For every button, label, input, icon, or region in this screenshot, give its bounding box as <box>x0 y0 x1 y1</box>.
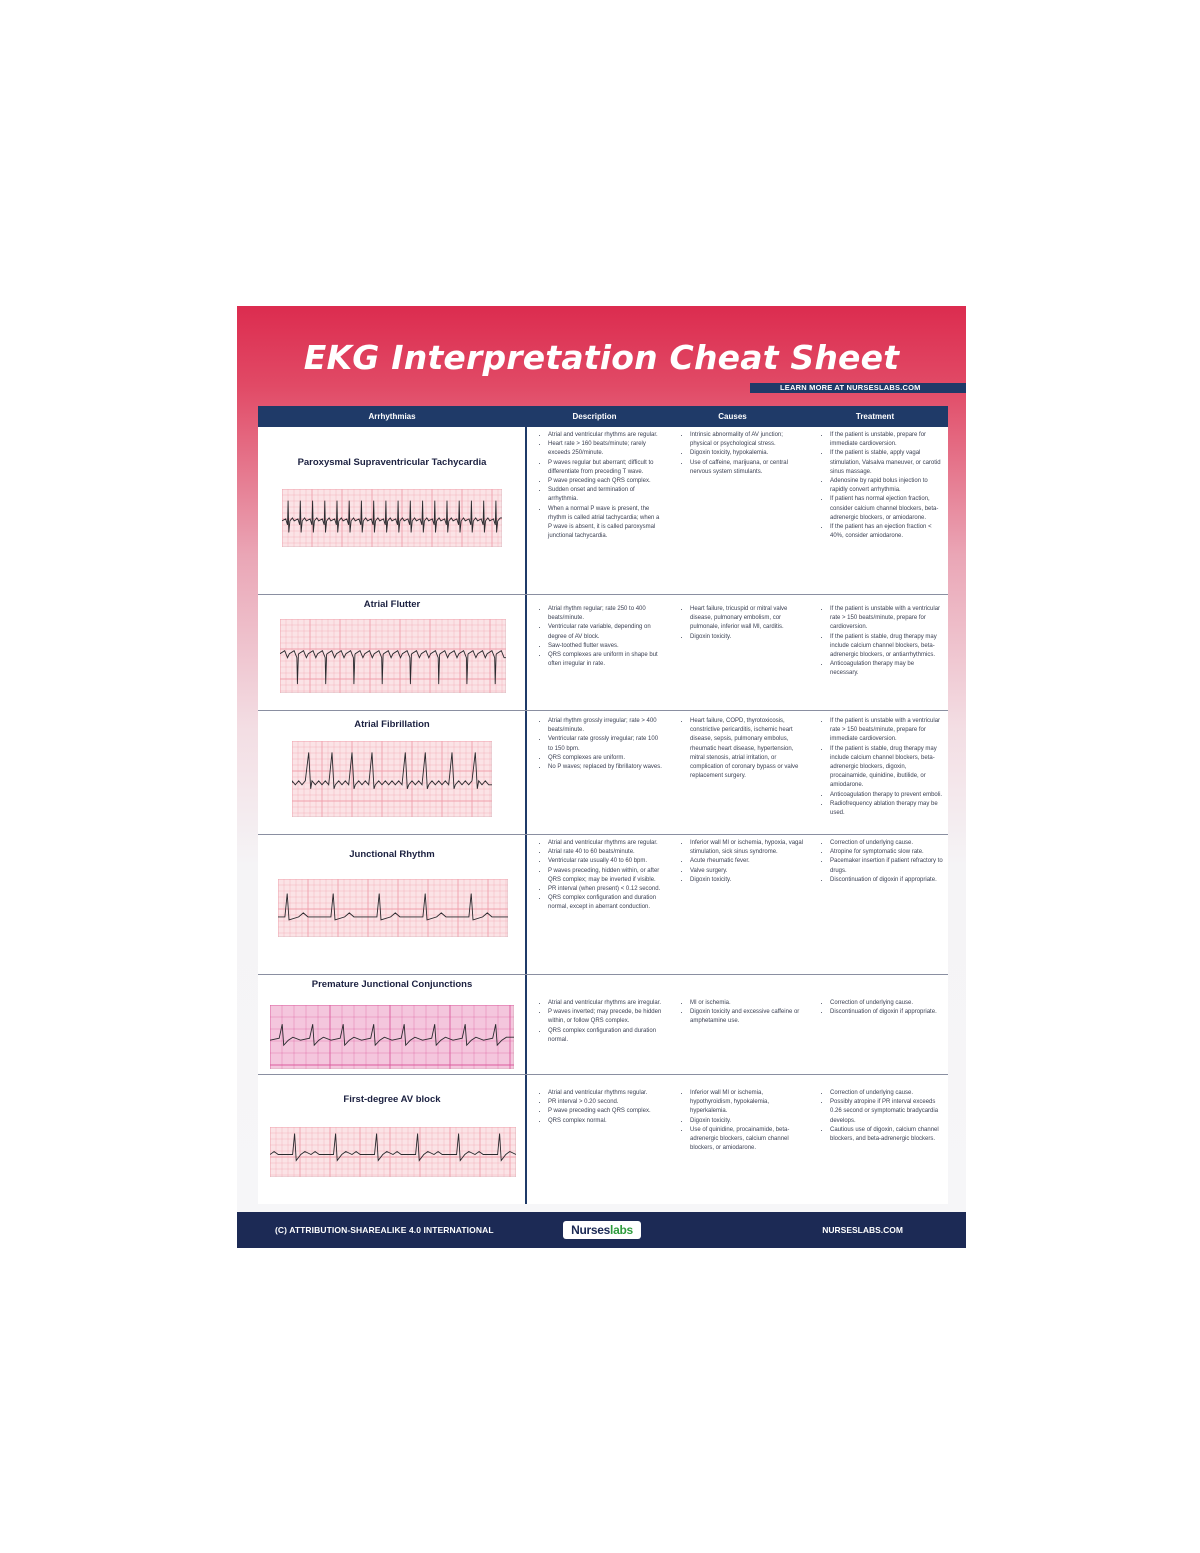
description-item: • Sudden onset and termination of arrhythmia. <box>548 486 664 504</box>
table-header <box>258 406 948 427</box>
causes-list <box>680 431 806 477</box>
description-item: • QRS complex configuration and duration normal. <box>548 1027 664 1045</box>
description-item: • P waves inverted; may precede, be hidden within, or follow QRS complex. <box>548 1008 664 1026</box>
treatment-item: • Correction of underlying cause. <box>830 1089 944 1098</box>
arrhythmia-name: Paroxysmal Supraventricular Tachycardia <box>297 457 487 468</box>
treatment-item: • If the patient is unstable with a ventricular rate > 150 beats/minute, prepare for cardioversion. <box>830 605 944 633</box>
treatment-list <box>820 717 944 818</box>
ekg-strip-5 <box>270 1005 514 1069</box>
causes-item: • Intrinsic abnormality of AV junction; physical or psychological stress. <box>690 431 806 449</box>
description-item: • P wave preceding each QRS complex. <box>548 1107 664 1116</box>
treatment-item: • Discontinuation of digoxin if appropriate. <box>830 876 944 885</box>
causes-item: • Use of caffeine, marijuana, or central nervous system stimulants. <box>690 459 806 477</box>
causes-item: • Use of quinidine, procainamide, beta-adrenergic blockers, calcium channel blockers, or amiodarone. <box>690 1126 806 1154</box>
treatment-item: • Possibly atropine if PR interval exceeds 0.26 second or symptomatic bradycardia develops. <box>830 1098 944 1126</box>
treatment-item: • Pacemaker insertion if patient refractory to drugs. <box>830 857 944 875</box>
table-row <box>258 1075 948 1204</box>
treatment-list <box>820 431 944 541</box>
causes-item: • MI or ischemia. <box>690 999 806 1008</box>
learn-more-banner <box>750 383 966 393</box>
treatment-cell <box>820 999 944 1017</box>
description-item: • Atrial and ventricular rhythms are irregular. <box>548 999 664 1008</box>
cheat-sheet <box>237 306 966 1248</box>
column-header-description: Description <box>572 412 617 421</box>
learn-more-text: LEARN MORE AT NURSESLABS.COM <box>780 383 921 392</box>
treatment-list <box>820 999 944 1017</box>
description-cell <box>538 839 664 913</box>
description-item: • Atrial and ventricular rhythms are regular. <box>548 431 664 440</box>
ekg-strip-4 <box>278 879 508 937</box>
causes-cell <box>680 717 806 781</box>
causes-item: • Heart failure, COPD, thyrotoxicosis, constrictive pericarditis, ischemic heart disease, sepsis, pulmonary embolus, rheumatic heart disease, hypertension, mitral stenosis, atrial irritation, or complication of coronary bypass or valve replacement surgery. <box>690 717 806 781</box>
causes-item: • Digoxin toxicity and excessive caffeine or amphetamine use. <box>690 1008 806 1026</box>
table-row <box>258 595 948 711</box>
description-list <box>538 1089 664 1126</box>
description-item: • QRS complexes are uniform in shape but often irregular in rate. <box>548 651 664 669</box>
description-item: • Atrial rhythm regular; rate 250 to 400 beats/minute. <box>548 605 664 623</box>
causes-item: • Valve surgery. <box>690 867 806 876</box>
nurseslabs-logo <box>563 1221 641 1239</box>
description-item: • P waves regular but aberrant; difficult to differentiate from preceding T wave. <box>548 459 664 477</box>
description-item: • Ventricular rate variable, depending on degree of AV block. <box>548 623 664 641</box>
page-title: EKG Interpretation Cheat Sheet <box>303 338 900 377</box>
description-item: • Heart rate > 160 beats/minute; rarely exceeds 250/minute. <box>548 440 664 458</box>
causes-list <box>680 999 806 1027</box>
description-list <box>538 717 664 772</box>
ekg-strip-6 <box>270 1127 516 1177</box>
causes-item: • Acute rheumatic fever. <box>690 857 806 866</box>
column-header-causes: Causes <box>718 412 747 421</box>
treatment-cell <box>820 839 944 885</box>
causes-item: • Digoxin toxicity. <box>690 876 806 885</box>
arrhythmia-table <box>258 406 948 1204</box>
treatment-item: • Anticoagulation therapy to prevent emboli. <box>830 791 944 800</box>
causes-item: • Digoxin toxicity. <box>690 633 806 642</box>
causes-item: • Inferior wall MI or ischemia, hypoxia, vagal stimulation, sick sinus syndrome. <box>690 839 806 857</box>
treatment-item: • Correction of underlying cause. <box>830 839 944 848</box>
causes-item: • Digoxin toxicity, hypokalemia. <box>690 449 806 458</box>
description-item: • Ventricular rate usually 40 to 60 bpm. <box>548 857 664 866</box>
arrhythmia-name: First-degree AV block <box>343 1094 441 1105</box>
description-list <box>538 605 664 669</box>
description-item: • Atrial rate 40 to 60 beats/minute. <box>548 848 664 857</box>
treatment-cell <box>820 1089 944 1144</box>
description-item: • P wave preceding each QRS complex. <box>548 477 664 486</box>
treatment-item: • If patient has normal ejection fraction, consider calcium channel blockers, beta-adrenergic blockers, or amiodarone. <box>830 495 944 523</box>
table-row <box>258 427 948 595</box>
description-item: • P waves preceding, hidden within, or after QRS complex; may be inverted if visible. <box>548 867 664 885</box>
treatment-item: • Anticoagulation therapy may be necessary. <box>830 660 944 678</box>
license-text: (C) ATTRIBUTION-SHAREALIKE 4.0 INTERNATIONAL <box>275 1225 494 1235</box>
description-item: • QRS complex normal. <box>548 1117 664 1126</box>
treatment-list <box>820 1089 944 1144</box>
description-cell <box>538 999 664 1045</box>
arrhythmia-name: Junctional Rhythm <box>349 849 435 860</box>
causes-cell <box>680 431 806 477</box>
treatment-list <box>820 839 944 885</box>
causes-cell <box>680 999 806 1027</box>
treatment-cell <box>820 717 944 818</box>
causes-list <box>680 1089 806 1153</box>
description-item: • QRS complexes are uniform. <box>548 754 664 763</box>
causes-item: • Heart failure, tricuspid or mitral valve disease, pulmonary embolism, cor pulmonale, inferior wall MI, carditis. <box>690 605 806 633</box>
treatment-item: • Discontinuation of digoxin if appropriate. <box>830 1008 944 1017</box>
arrhythmia-name: Atrial Flutter <box>363 599 421 610</box>
causes-item: • Digoxin toxicity. <box>690 1117 806 1126</box>
treatment-item: • Atropine for symptomatic slow rate. <box>830 848 944 857</box>
description-cell <box>538 431 664 541</box>
column-header-treatment: Treatment <box>855 412 895 421</box>
arrhythmia-name: Atrial Fibrillation <box>354 719 430 730</box>
footer <box>237 1212 966 1248</box>
table-row <box>258 835 948 975</box>
treatment-item: • If the patient is unstable with a ventricular rate > 150 beats/minute, prepare for immediate cardioversion. <box>830 717 944 745</box>
treatment-list <box>820 605 944 679</box>
causes-cell <box>680 605 806 642</box>
site-link[interactable]: NURSESLABS.COM <box>822 1225 903 1235</box>
description-list <box>538 839 664 913</box>
ekg-strip-2 <box>280 619 506 693</box>
description-cell <box>538 1089 664 1126</box>
logo-part-2: labs <box>610 1223 633 1237</box>
causes-cell <box>680 839 806 885</box>
treatment-cell <box>820 605 944 679</box>
causes-list <box>680 605 806 642</box>
table-row <box>258 975 948 1075</box>
table-row <box>258 711 948 835</box>
treatment-item: • If the patient is stable, apply vagal stimulation, Valsalva maneuver, or carotid sinus massage. <box>830 449 944 477</box>
treatment-item: • If the patient has an ejection fraction < 40%, consider amiodarone. <box>830 523 944 541</box>
ekg-strip-3 <box>292 741 492 817</box>
description-item: • No P waves; replaced by fibrillatory waves. <box>548 763 664 772</box>
description-cell <box>538 605 664 669</box>
logo-part-1: Nurses <box>571 1223 611 1237</box>
description-item: • Atrial and ventricular rhythms are regular. <box>548 839 664 848</box>
causes-list <box>680 717 806 781</box>
treatment-item: • Adenosine by rapid bolus injection to rapidly convert arrhythmia. <box>830 477 944 495</box>
treatment-cell <box>820 431 944 541</box>
arrhythmia-name: Premature Junctional Conjunctions <box>311 979 473 990</box>
treatment-item: • Radiofrequency ablation therapy may be used. <box>830 800 944 818</box>
treatment-item: • Correction of underlying cause. <box>830 999 944 1008</box>
treatment-item: • If the patient is stable, drug therapy may include calcium channel blockers, beta-adrenergic blockers, or antiarrhythmics. <box>830 633 944 661</box>
treatment-item: • Cautious use of digoxin, calcium channel blockers, and beta-adrenergic blockers. <box>830 1126 944 1144</box>
treatment-item: • If the patient is stable, drug therapy may include calcium channel blockers, beta-adrenergic blockers, digoxin, procainamide, quinidine, ibutilide, or amiodarone. <box>830 745 944 791</box>
description-cell <box>538 717 664 772</box>
description-item: • Atrial and ventricular rhythms regular. <box>548 1089 664 1098</box>
description-item: • PR interval (when present) < 0.12 second. <box>548 885 664 894</box>
column-header-arrhythmias: Arrhythmias <box>368 412 416 421</box>
description-item: • QRS complex configuration and duration normal, except in aberrant conduction. <box>548 894 664 912</box>
description-item: • Atrial rhythm grossly irregular; rate > 400 beats/minute. <box>548 717 664 735</box>
description-list <box>538 999 664 1045</box>
treatment-item: • If the patient is unstable, prepare for immediate cardioversion. <box>830 431 944 449</box>
description-list <box>538 431 664 541</box>
description-item: • Saw-toothed flutter waves. <box>548 642 664 651</box>
description-item: • PR interval > 0.20 second. <box>548 1098 664 1107</box>
causes-item: • Inferior wall MI or ischemia, hypothyroidism, hypokalemia, hyperkalemia. <box>690 1089 806 1117</box>
description-item: • Ventricular rate grossly irregular; rate 100 to 150 bpm. <box>548 735 664 753</box>
ekg-strip-1 <box>282 489 502 547</box>
description-item: • When a normal P wave is present, the rhythm is called atrial tachycardia; when a P wave is absent, it is called paroxysmal junctional tachycardia. <box>548 505 664 542</box>
causes-cell <box>680 1089 806 1153</box>
causes-list <box>680 839 806 885</box>
